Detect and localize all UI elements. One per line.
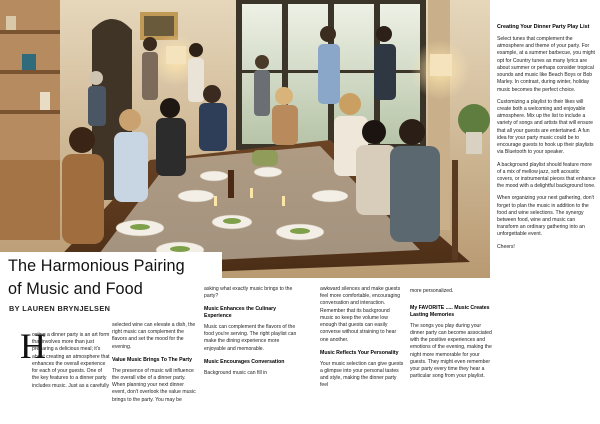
sidebar-heading: Creating Your Dinner Party Play List <box>497 24 590 30</box>
intro-paragraph: osting a dinner party is an art form that involves more than just preparing a delicious meal; it's about creating an atmosphere that enhances the overall experience for each of your guests. One of the key features to a dinner party includes music. Just as a carefully <box>32 332 110 389</box>
article-column-2 <box>112 322 198 409</box>
section-heading: Music Enhances the Culinary Experience <box>204 306 277 320</box>
sidebar-paragraph: Select tunes that complement the atmosphere and theme of your party. For example, at a summer barbecue, you might opt for Country tunes as many lyrics are about summer or perhaps consider tropical sounds and music like Beach Boys or Bob Marley. In contrast, during winter, holiday music becomes the perfect choice. <box>497 36 595 93</box>
paragraph: asking what exactly music brings to the party? <box>204 286 293 300</box>
article-column-1 <box>22 332 110 395</box>
sidebar-paragraph: When organizing your next gathering, don't forget to plan the music in addition to the food and wine selections. The synergy between food, wine and music can transform an ordinary gathering into an unforgettable event. <box>497 195 594 238</box>
section-heading: My FAVORITE ..... Music Creates Lasting Memories <box>410 305 490 318</box>
paragraph: The songs you play during your dinner party can become associated with the positive experiences and emotions of the evening, making the night more memorable for your guests. They might even remember your party every time they hear a particular song from your playlist. <box>410 322 492 380</box>
paragraph: awkward silences and make guests feel more comfortable, encouraging conversation and interaction. Remember that its background music so keep the volume low enough that guests can easily converse without straining to hear one another. <box>320 286 401 343</box>
article-column-4 <box>320 286 404 394</box>
paragraph: Your music selection can give guests a glimpse into your personal tastes and style, making the dinner party feel <box>320 360 404 389</box>
drop-cap: H <box>20 326 46 366</box>
article-title <box>8 255 222 301</box>
article-column-5 <box>410 288 492 385</box>
paragraph: Music can complement the flavors of the food you're serving. The right playlist can make the dining experience more enjoyable and memorable. <box>204 323 297 352</box>
byline: BY LAUREN BRYNJELSEN <box>9 304 111 313</box>
article-title-line-2: of Music and Food <box>8 280 143 298</box>
article-title-line-1: The Harmonious Pairing <box>8 257 185 275</box>
section-heading: Music Reflects Your Personality <box>320 349 399 356</box>
article-column-3 <box>204 286 302 382</box>
title-panel <box>0 252 222 304</box>
paragraph: more personalized. <box>410 288 454 294</box>
section-heading: Music Encourages Conversation <box>204 358 285 365</box>
paragraph: selected wine can elevate a dish, the right music can complement the flavors and set the mood for the evening. <box>112 322 196 350</box>
paragraph: Background music can fill in <box>204 369 268 376</box>
playlist-sidebar <box>497 24 597 418</box>
section-heading: Value Music Brings To The Party <box>112 356 193 363</box>
sidebar-paragraph: Customizing a playlist to their likes will create both a welcoming and enjoyable atmosphere. Mix up the list to include a variety of songs and artists that will ensure that all your guests are entertained. A fun idea for your party music could be to encourage guests to hook up their playlists via Bluetooth to your speaker. <box>497 98 594 156</box>
sidebar-paragraph: Cheers! <box>497 243 515 250</box>
paragraph: The presence of music will influence the overall vibe of a dinner party. When planning your next dinner event, don't overlook the value music brings to the party. You may be <box>112 367 196 403</box>
sidebar-paragraph: A background playlist should feature more of a mix of mellow jazz, soft acoustic covers, or instrumental pieces that enhance the mood with a delightful background tone. <box>497 161 596 190</box>
